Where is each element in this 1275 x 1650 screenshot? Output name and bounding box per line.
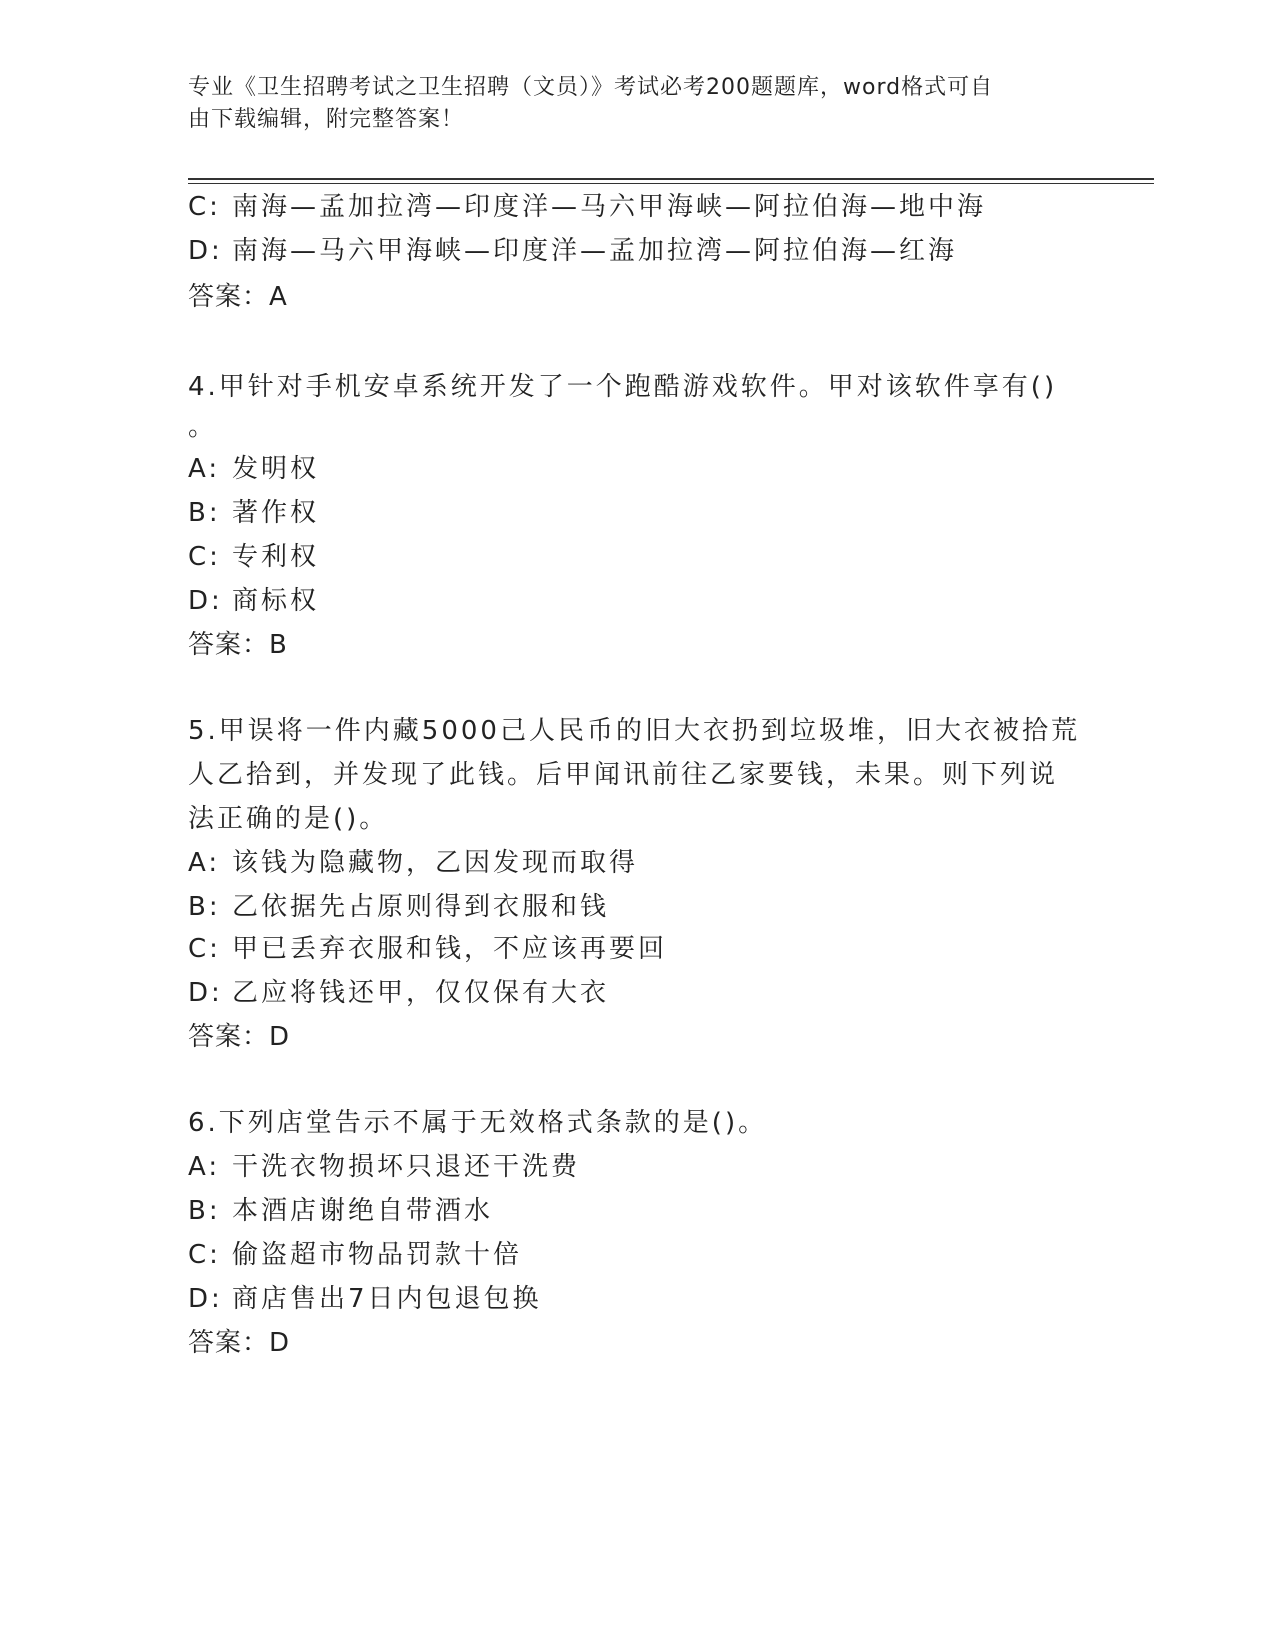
q4-answer: 答案：B [188, 630, 288, 660]
option-label: D: [188, 1284, 223, 1314]
option-label: D: [188, 978, 223, 1008]
option-label: A: [188, 1152, 221, 1182]
q4-stem-line-2: 。 [188, 412, 218, 442]
header-title-line-1: 专业《卫生招聘考试之卫生招聘（文员）》考试必考200题题库，word格式可自 [188, 75, 994, 100]
q3-option-c [188, 190, 986, 224]
option-text: 南海—孟加拉湾—印度洋—马六甲海峡—阿拉伯海—地中海 [232, 192, 987, 222]
q5-option-a [188, 846, 638, 880]
q5-stem-line-2: 人乙拾到，并发现了此钱。后甲闻讯前往乙家要钱，未果。则下列说 [188, 760, 1059, 790]
option-label: B: [188, 1196, 221, 1226]
header-divider-thick [188, 178, 1154, 180]
option-text: 偷盗超市物品罚款十倍 [232, 1240, 523, 1270]
option-text: 著作权 [232, 498, 320, 528]
q6-option-c [188, 1238, 522, 1272]
document-header [188, 72, 1068, 136]
header-divider-thin [188, 183, 1154, 184]
option-text: 商标权 [232, 586, 320, 616]
option-label: C: [188, 542, 221, 572]
option-label: C: [188, 192, 221, 222]
option-text: 该钱为隐藏物，乙因发现而取得 [232, 848, 639, 878]
option-text: 南海—马六甲海峡—印度洋—孟加拉湾—阿拉伯海—红海 [232, 236, 958, 266]
option-label: D: [188, 236, 223, 266]
q4-option-c [188, 540, 319, 574]
q5-option-b [188, 890, 609, 924]
q5-option-c [188, 932, 667, 966]
option-label: B: [188, 498, 221, 528]
option-text: 本酒店谢绝自带酒水 [232, 1196, 494, 1226]
option-label: C: [188, 934, 221, 964]
option-text: 发明权 [232, 454, 320, 484]
header-title-line-2: 由下载编辑，附完整答案！ [188, 107, 465, 132]
option-text: 乙应将钱还甲，仅仅保有大衣 [232, 978, 610, 1008]
q5-stem-line-1: 5.甲误将一件内藏5000己人民币的旧大衣扔到垃圾堆，旧大衣被拾荒 [188, 716, 1080, 746]
option-label: C: [188, 1240, 221, 1270]
q4-option-b [188, 496, 319, 530]
option-label: A: [188, 454, 221, 484]
q4-option-d [188, 584, 319, 618]
q6-option-b [188, 1194, 493, 1228]
option-text: 乙依据先占原则得到衣服和钱 [232, 892, 610, 922]
option-label: A: [188, 848, 221, 878]
q6-option-a [188, 1150, 580, 1184]
q3-answer: 答案：A [188, 282, 288, 312]
q6-option-d [188, 1282, 542, 1316]
q5-answer: 答案：D [188, 1022, 291, 1052]
q6-answer: 答案：D [188, 1328, 291, 1358]
option-text: 甲已丢弃衣服和钱，不应该再要回 [232, 934, 668, 964]
option-text: 专利权 [232, 542, 320, 572]
q5-option-d [188, 976, 609, 1010]
option-label: B: [188, 892, 221, 922]
q4-option-a [188, 452, 319, 486]
option-text: 干洗衣物损坏只退还干洗费 [232, 1152, 581, 1182]
q6-stem-line-1: 6.下列店堂告示不属于无效格式条款的是()。 [188, 1108, 768, 1138]
q4-stem-line-1: 4.甲针对手机安卓系统开发了一个跑酷游戏软件。甲对该软件享有() [188, 372, 1058, 402]
q3-option-d [188, 234, 957, 268]
option-text: 商店售出7日内包退包换 [232, 1284, 542, 1314]
option-label: D: [188, 586, 223, 616]
q5-stem-line-3: 法正确的是()。 [188, 804, 389, 834]
